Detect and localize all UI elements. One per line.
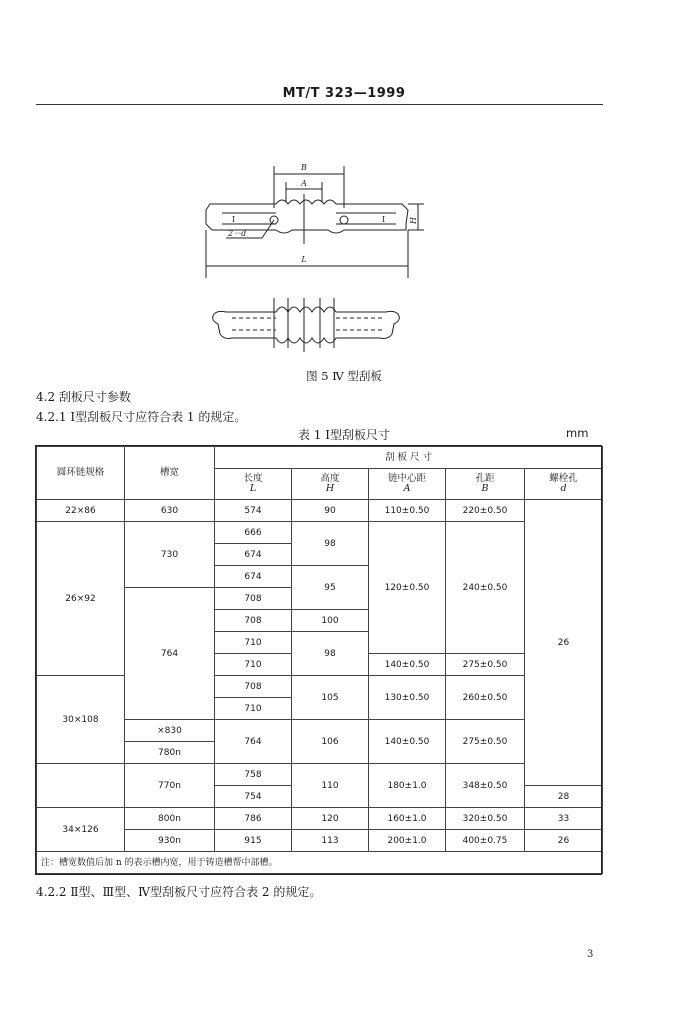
cell: 140±0.50: [369, 720, 446, 764]
scraper-bottom-view: [213, 307, 400, 343]
cell: 930n: [125, 830, 215, 852]
cell: 33: [525, 808, 603, 830]
header-bolt-hole: 螺栓孔 d: [525, 469, 603, 500]
cell: 800n: [125, 808, 215, 830]
label-I-right: Ⅰ: [382, 215, 386, 224]
cell: 915: [215, 830, 292, 852]
table-1-scraper-dimensions: [36, 446, 603, 874]
cell: 100: [292, 610, 369, 632]
table-note-row: [37, 852, 603, 874]
cell: 710: [215, 632, 292, 654]
header-rule: [36, 104, 603, 105]
table-unit: mm: [566, 426, 589, 440]
cell: 110: [292, 764, 369, 808]
header-trough-width: 槽宽: [125, 447, 215, 500]
cell: 754: [215, 786, 292, 808]
cell: 260±0.50: [446, 676, 525, 720]
cell: 240±0.50: [446, 522, 525, 654]
cell: 90: [292, 500, 369, 522]
cell: 220±0.50: [446, 500, 525, 522]
cell: 200±1.0: [369, 830, 446, 852]
label-H: H: [409, 217, 418, 224]
cell: 113: [292, 830, 369, 852]
cell: 110±0.50: [369, 500, 446, 522]
table-caption: 表 1 Ⅰ型刮板尺寸: [297, 428, 390, 442]
page-header: MT/T 323—1999: [282, 86, 406, 101]
paragraph-4-2-1: 4.2.1 Ⅰ型刮板尺寸应符合表 1 的规定。: [36, 410, 247, 424]
cell: 28: [525, 786, 603, 808]
cell: 130±0.50: [369, 676, 446, 720]
figure-type4-scraper: [196, 152, 426, 362]
label-B: B: [301, 163, 307, 172]
table-row: [37, 764, 603, 786]
paragraph-4-2-2: 4.2.2 Ⅱ型、Ⅲ型、Ⅳ型刮板尺寸应符合表 2 的规定。: [36, 885, 322, 899]
cell: [37, 764, 125, 808]
cell: 710: [215, 654, 292, 676]
cell: 26: [525, 830, 603, 852]
cell: ×830: [125, 720, 215, 742]
cell: 22×86: [37, 500, 125, 522]
header-hole-distance: 孔距 B: [446, 469, 525, 500]
table-header-row: [37, 447, 603, 469]
cell: 160±1.0: [369, 808, 446, 830]
figure-caption: 图 5 Ⅳ 型刮板: [306, 369, 382, 383]
header-chain-spec: 圆环链规格: [37, 447, 125, 500]
cell: 26: [525, 500, 603, 786]
cell: 348±0.50: [446, 764, 525, 808]
cell: 400±0.75: [446, 830, 525, 852]
cell: 120: [292, 808, 369, 830]
cell: 275±0.50: [446, 720, 525, 764]
cell: 730: [125, 522, 215, 588]
cell: 106: [292, 720, 369, 764]
cell: 710: [215, 698, 292, 720]
cell: 758: [215, 764, 292, 786]
table-row: [37, 500, 603, 522]
cell: 708: [215, 588, 292, 610]
label-L: L: [301, 255, 307, 264]
cell: 26×92: [37, 522, 125, 676]
cell: 708: [215, 610, 292, 632]
cell: 275±0.50: [446, 654, 525, 676]
page-number: 3: [587, 949, 594, 960]
cell: 30×108: [37, 676, 125, 764]
header-height: 高度 H: [292, 469, 369, 500]
header-center-distance: 链中心距 A: [369, 469, 446, 500]
cell: 666: [215, 522, 292, 544]
cell: 105: [292, 676, 369, 720]
cell: 98: [292, 522, 369, 566]
cell: 770n: [125, 764, 215, 808]
section-heading-4-2: 4.2 刮板尺寸参数: [36, 390, 131, 404]
cell: 764: [215, 720, 292, 764]
cell: 674: [215, 566, 292, 588]
header-scraper-dimensions: 刮 板 尺 寸: [215, 447, 603, 469]
table-row: [37, 522, 603, 544]
cell: 630: [125, 500, 215, 522]
cell: 786: [215, 808, 292, 830]
cell: 180±1.0: [369, 764, 446, 808]
cell: 320±0.50: [446, 808, 525, 830]
cell: 764: [125, 588, 215, 720]
cell: 780n: [125, 742, 215, 764]
cell: 708: [215, 676, 292, 698]
cell: 120±0.50: [369, 522, 446, 654]
cell: 95: [292, 566, 369, 610]
table-row: [37, 808, 603, 830]
label-2d: 2－d: [228, 229, 247, 238]
table-row: [37, 676, 603, 698]
label-A: A: [301, 179, 307, 188]
table-note: 注：槽宽数值后加 n 的表示槽内宽，用于铸造槽帮中部槽。: [37, 852, 603, 874]
cell: 98: [292, 632, 369, 676]
cell: 34×126: [37, 808, 125, 852]
cell: 674: [215, 544, 292, 566]
label-I-left: Ⅰ: [232, 215, 236, 224]
bolt-hole: [340, 216, 348, 224]
cell: 574: [215, 500, 292, 522]
cell: 140±0.50: [369, 654, 446, 676]
header-length: 长度 L: [215, 469, 292, 500]
